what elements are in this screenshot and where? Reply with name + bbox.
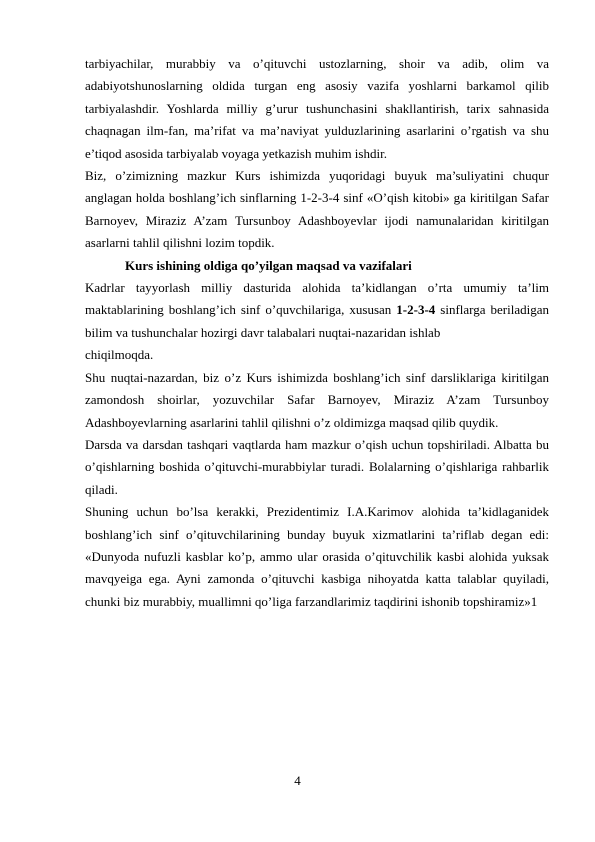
paragraph-2: Biz, o’zimizning mazkur Kurs ishimizda yuqoridagi buyuk ma’suliyatini chuqur anglagan holda boshlang’ich sinflarning 1-2-3-4 sinf «O’qish kitobi» ga kiritilgan Safar Barnoyev, Miraziz A’zam Tursunboy Adashboyevlar ijodi namunalaridan kiritilgan asarlarni tahlil qilishni lozim topdik.: [85, 168, 549, 251]
paragraph-3-text-end: sinflarga beriladigan bilim va tushunchalar hozirgi davr talabalari nuqtai-nazaridan ishlab: [85, 302, 549, 340]
paragraph-3-text: Kadrlar tayyorlash milliy dasturida alohida ta’kidlangan o’rta umumiy ta’lim maktablarining boshlang’ich sinf o’quvchilariga, xususan: [85, 280, 549, 318]
paragraph-6: Shuning uchun bo’lsa kerakki, Prezidentimiz I.A.Karimov alohida ta’kidlaganidek boshlang’ich sinf o’qituvchilarining bunday buyuk xizmatlarini ta’riflab degan edi: «Dunyoda nufuzli kasblar ko’p, ammo ular orasida o’qituvchilik kasbi alohida yuksak mavqyeiga ega. Ayni zamonda o’qituvchi kasbiga nihoyatda katta talablar quyiladi, chunki biz murabbiy, muallimni qo’liga farzandlarimiz taqdirini ishonib topshiramiz»1: [85, 504, 549, 609]
section-heading: Kurs ishining oldiga qo’yilgan maqsad va vazifalari: [125, 257, 412, 273]
paragraph-3-continuation: chiqilmoqda.: [85, 347, 154, 363]
paragraph-5: Darsda va darsdan tashqari vaqtlarda ham mazkur o’qish uchun topshiriladi. Albatta bu o’qishlarning boshida o’qituvchi-murabbiylar turadi. Bolalarning o’qishlariga rahbarlik qiladi.: [85, 436, 549, 497]
page-number: 4: [294, 773, 301, 788]
paragraph-4: Shu nuqtai-nazardan, biz o’z Kurs ishimizda boshlang’ich sinf darsliklariga kiritilgan zamondosh shoirlar, yozuvchilar Safar Barnoyev, Miraziz A’zam Tursunboy Adashboyevlarning asarlarini tahlil qilishni o’z oldimizga maqsad qilib quydik.: [85, 369, 549, 430]
paragraph-1: tarbiyachilar, murabbiy va o’qituvchi ustozlarning, shoir va adib, olim va adabiyotshunoslarning oldida turgan eng asosiy vazifa yoshlarni barkamol qilib tarbiyalashdir. Yoshlarda milliy g’urur tushunchasini shakllantirish, tarix sahnasida chaqnagan ilm-fan, ma’rifat va ma’naviyat yulduzlarining asarlarini o’rgatish va shu e’tiqod asosida tarbiyalab voyaga yetkazish muhim ishdir.: [85, 56, 549, 161]
paragraph-3: [85, 277, 549, 344]
grade-range: 1-2-3-4: [396, 302, 436, 318]
body-text: [85, 53, 549, 613]
